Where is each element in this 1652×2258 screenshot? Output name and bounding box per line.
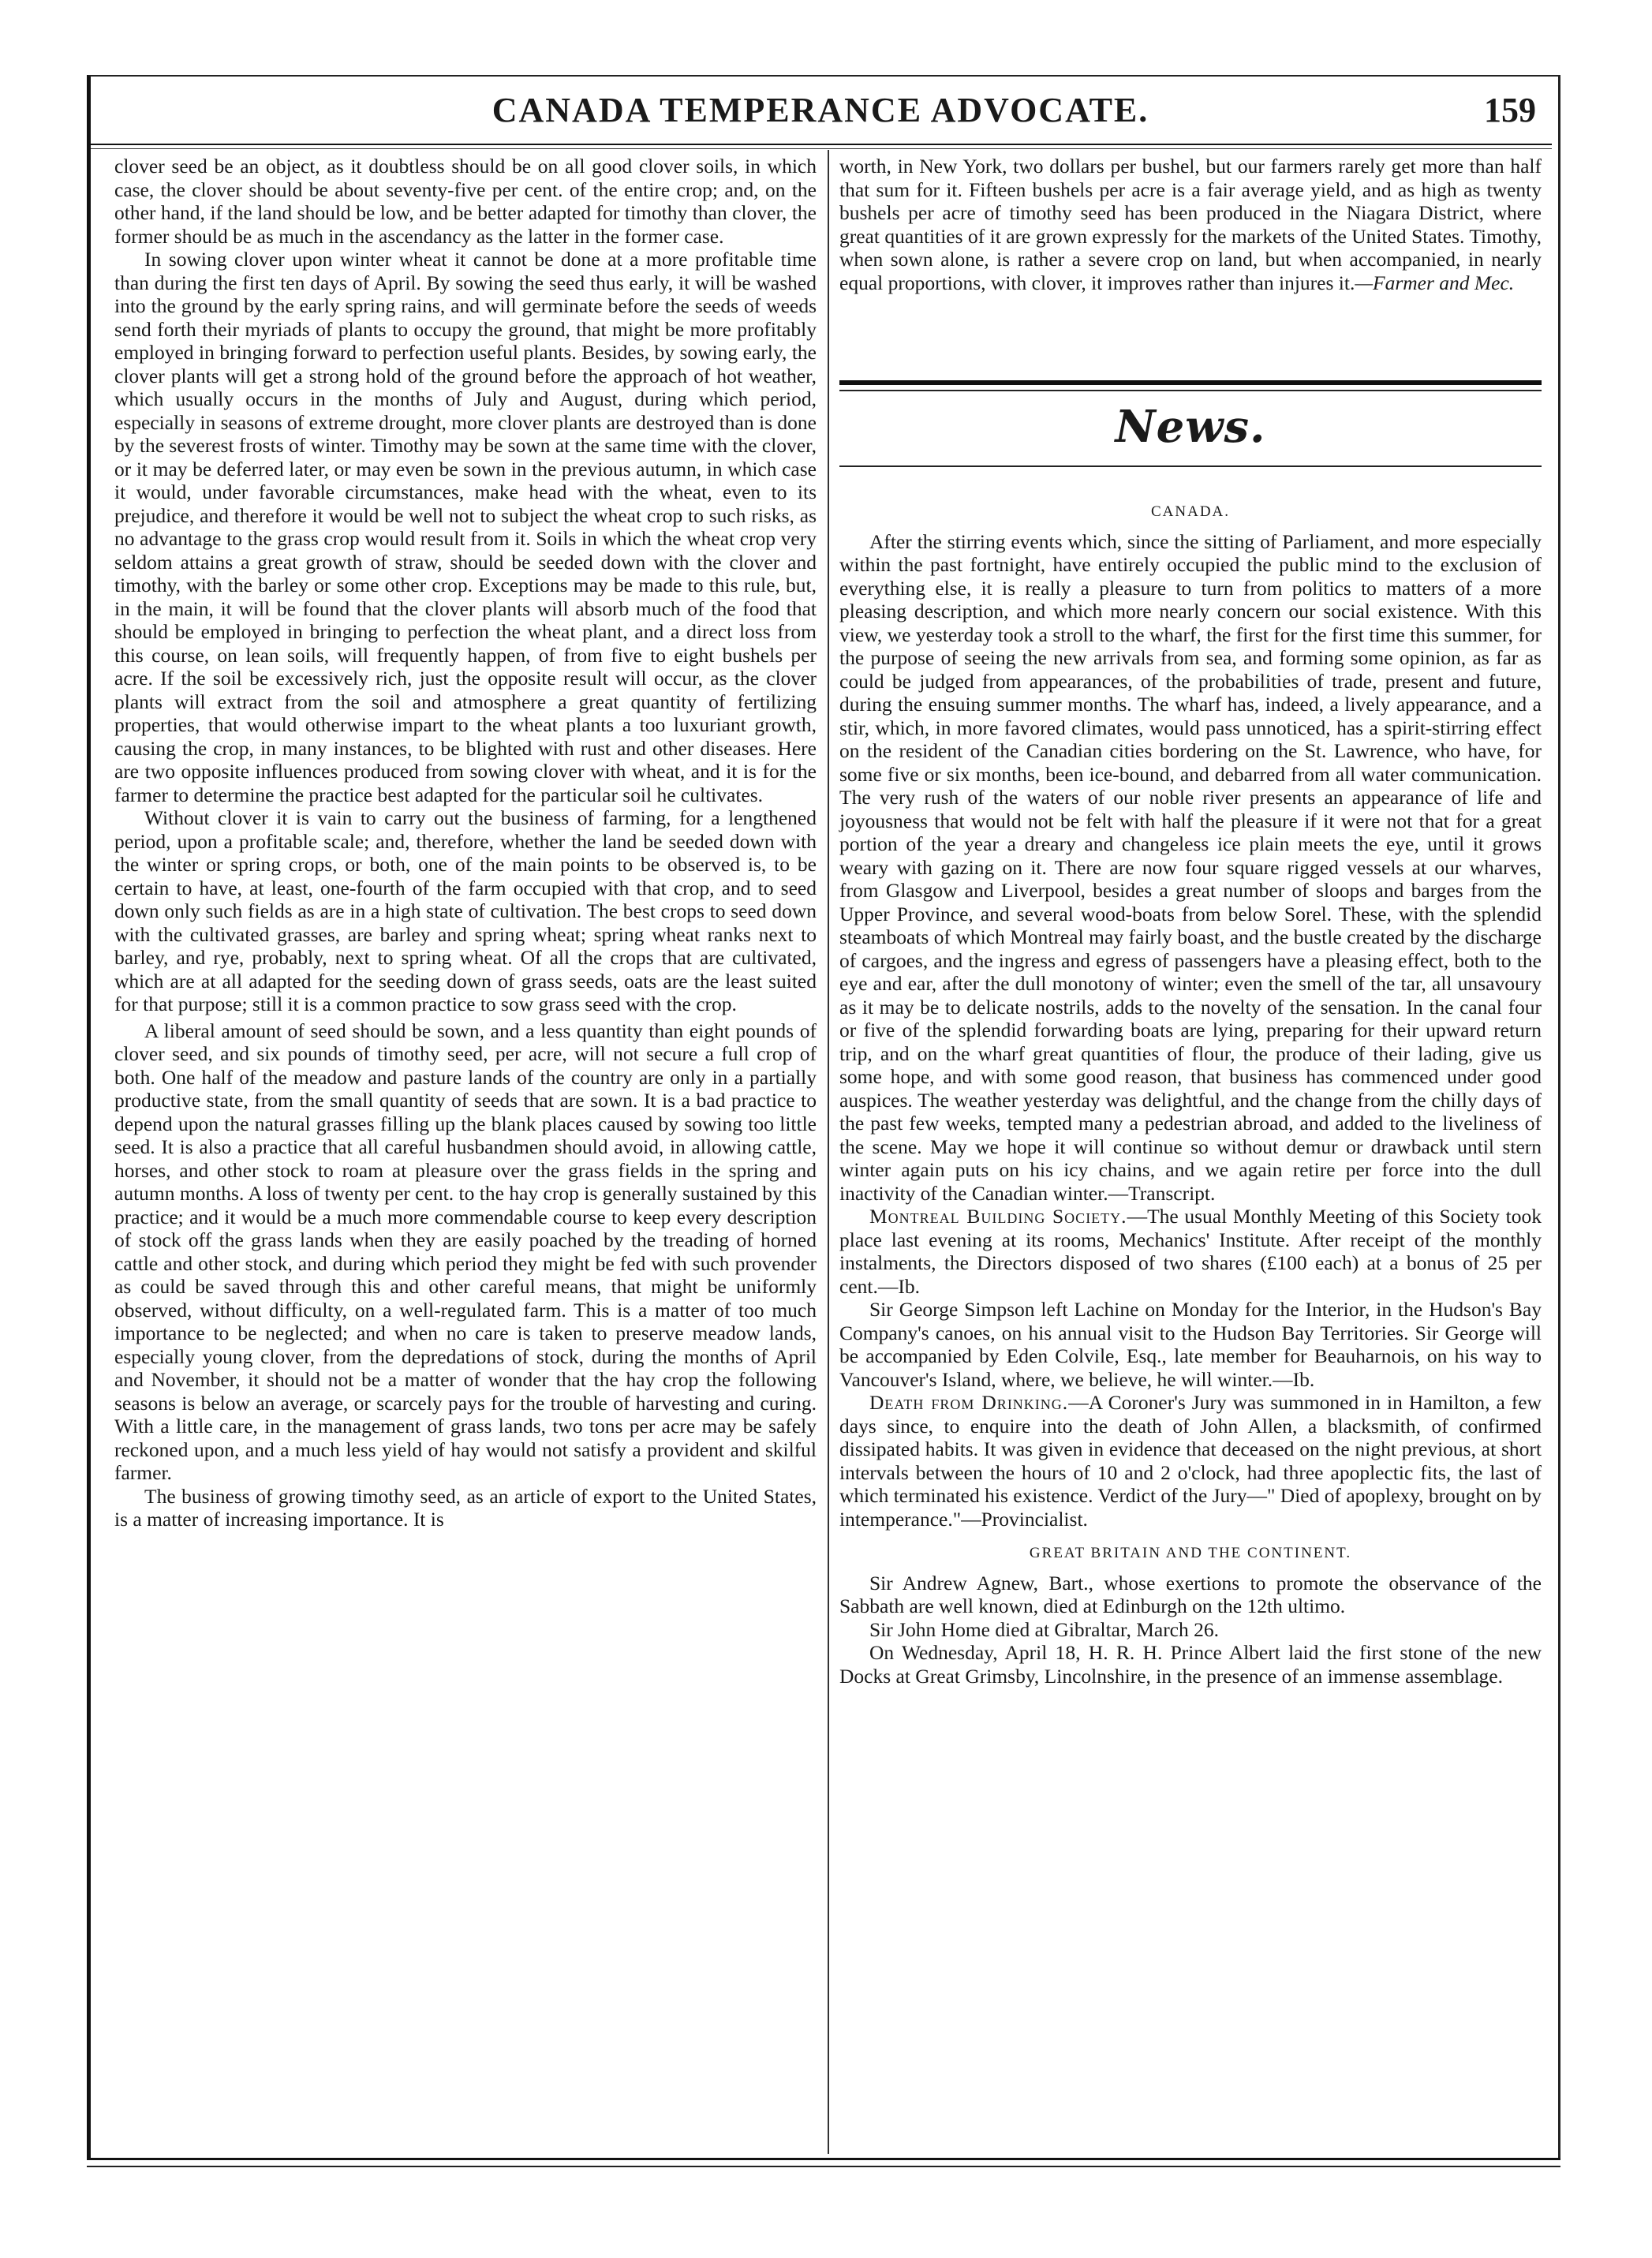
header-rule	[91, 144, 1552, 145]
paragraph: In sowing clover upon winter wheat it cannot be done at a more profitable time than during the first ten days of April. By sowing the seed thus early, it will be washed into the ground by the early spring rains, and will germinate before the seeds of weeds send forth their myriads of plants to occupy the ground, that might be more profitably employed in bringing forward to perfection useful plants. Besides, by sowing early, the clover plants will get a strong hold of the ground before the approach of hot weather, which usually occurs in the months of July and August, during which period, especially in seasons of extreme drought, more clover plants are destroyed than is done by the severest frosts of winter. Timothy may be sown at the same time with the clover, or it may be deferred later, or may even be sown in the previous autumn, in which case it would, under favorable circumstances, make head with the wheat, even to its prejudice, and therefore it would be well not to subject the wheat crop to such risks, as no advantage to the grass crop would result from it. Soils in which the wheat crop very seldom attains a great growth of straw, should be seeded down with the clover and timothy, with the barley or some other crop. Exceptions may be made to this rule, but, in the main, it will be found that the clover plants will absorb much of the food that should be employed in bringing to perfection the wheat plant, and a direct loss from this course, on lean soils, will frequently happen, of from five to eight bushels per acre. If the soil be excessively rich, just the opposite result will occur, as the clover plants will extract from the soil and atmosphere a great quantity of fertilizing properties, that would otherwise impart to the wheat plants a too luxuriant growth, causing the crop, in many instances, to be blighted with rust and other diseases. Here are two opposite influences produced from sowing clover with wheat, and it is for the farmer to determine the practice best adapted for the particular soil he cultivates.	[114, 248, 817, 806]
left-column	[114, 155, 817, 1531]
page-number: 159	[1484, 91, 1536, 129]
news-paragraph: After the stirring events which, since the sitting of Parliament, and more especially within the past fortnight, have entirely occupied the public mind to the exclusion of everything else, it is really a pleasure to turn from politics to matters of a more pleasing description, and which more nearly concern our social existence. With this view, we yesterday took a stroll to the wharf, the first for the first time this summer, for the purpose of seeing the new arrivals from sea, and forming some opinion, as far as could be judged from appearances, of the probabilities of trade, present and future, during the ensuing summer months. The wharf has, indeed, a lively appearance, and a stir, which, in more favored climates, would pass unnoticed, has a spirit-stirring effect on the resident of the Canadian cities bordering on the St. Lawrence, who have, for some five or six months, been ice-bound, and debarred from all water communication. The very rush of the waters of our noble river presents an appearance of life and joyousness that would not be felt with half the pleasure if it were not that for a great portion of the year a dreary and changeless ice plain meets the eye, until it grows weary with gazing on it. There are now four square rigged vessels at our wharves, from Glasgow and Liverpool, besides a great number of sloops and barges from the Upper Province, and several wood-boats from below Sorel. These, with the splendid steamboats of which Montreal may fairly boast, and the bustle created by the discharge of cargoes, and the ingress and egress of passengers have a pleasing effect, both to the eye and ear, after the dull monotony of winter; even the smell of the tar, all unsavoury as it may be to delicate nostrils, adds to the novelty of the sensation. In the canal four or five of the splendid forwarding boats are lying, preparing for their upward return trip, and on the wharf great quantities of flour, the produce of their lading, give us some hope, and with some good reason, that business has commenced under good auspices. The weather yesterday was delightful, and the change from the chilly days of the past few weeks, tempted many a pedestrian abroad, and added to the liveliness of the scene. May we hope it will continue so without demur or drawback until stern winter again puts on his icy chains, and we again retire per force into the dull inactivity of the Canadian winter.—Transcript.	[839, 529, 1542, 1205]
column-divider	[828, 150, 829, 2154]
section-rule-heavy	[839, 380, 1542, 385]
news-item	[839, 1205, 1542, 1298]
item-lead: Montreal Building Society.	[869, 1205, 1127, 1228]
paragraph: The business of growing timothy seed, as an article of export to the United States, is a matter of increasing importance. It is	[114, 1484, 817, 1531]
item-text: Sir George Simpson left Lachine on Monday for the Interior, in the Hudson's Bay Company's canoes, on his annual visit to the Hudson Bay Territories. Sir George will be accompanied by Eden Colvile, Esq., late member for Beauharnois, on his way to Vancouver's Island, where, we believe, he will winter.—Ib.	[839, 1298, 1542, 1391]
great-britain-heading: GREAT BRITAIN AND THE CONTINENT.	[1029, 1545, 1352, 1561]
news-item	[839, 1298, 1542, 1391]
page-bottom-rule	[87, 2158, 1560, 2167]
news-heading-rule	[839, 465, 1542, 467]
item-text: —The usual Monthly Meeting of this Society took place last evening at its rooms, Mechanics' Institute. After receipt of the monthly instalments, the Directors disposed of two shares (£100 each) at a bonus of 25 per cent.—Ib.	[839, 1205, 1542, 1298]
header-rule-thin	[91, 148, 1552, 149]
publication-title: CANADA TEMPERANCE ADVOCATE.	[491, 91, 1149, 129]
news-paragraph: Sir Andrew Agnew, Bart., whose exertions to promote the observance of the Sabbath are well known, died at Edinburgh on the 12th ultimo.	[839, 1571, 1542, 1617]
page-header	[91, 87, 1550, 142]
news-paragraph: Sir John Home died at Gibraltar, March 26.	[869, 1617, 1220, 1641]
paragraph: clover seed be an object, as it doubtless should be on all good clover soils, in which case, the clover should be about seventy-five per cent. of the entire crop; and, on the other hand, if the land should be low, and be better adapted for timothy than clover, the former should be as much in the ascendancy as the latter in the former case.	[114, 155, 817, 248]
right-column-continuation	[839, 155, 1542, 294]
canada-heading: CANADA.	[1150, 503, 1231, 520]
news-paragraph: On Wednesday, April 18, H. R. H. Prince Albert laid the first stone of the new Docks at Great Grimsby, Lincolnshire, in the presence of an immense assemblage.	[839, 1641, 1542, 1688]
paragraph: A liberal amount of seed should be sown, and a less quantity than eight pounds of clover seed, and six pounds of timothy seed, per acre, will not secure a full crop of both. One half of the meadow and pasture lands of the country are only in a partially productive state, from the small quantity of seeds that are sown. It is a bad practice to depend upon the natural grasses filling up the blank places caused by sowing too little seed. It is also a practice that all careful husbandmen should avoid, in allowing cattle, horses, and other stock to roam at pleasure over the grass fields in the spring and autumn months. A loss of twenty per cent. to the hay crop is generally sustained by this practice; and it would be a much more commendable course to keep every description of stock off the grass lands when they are easily poached by the treading of horned cattle and other stock, and during which period they might be fed with such provender as could be saved through this and other careful means, that might be uniformly observed, without difficulty, on a well-regulated farm. This is a matter of too much importance to be neglected; and when no care is taken to preserve meadow lands, especially young clover, from the depredations of stock, during the months of April and November, it should not be a matter of wonder that the hay crop the following seasons is below an average, or scarcely pays for the trouble of harvesting and curing. With a little care, in the management of grass lands, two tons per acre may be safely reckoned upon, and a much less yield of hay would not satisfy a provident and skilful farmer.	[114, 1019, 817, 1484]
news-item	[839, 1391, 1542, 1531]
section-rule-thin	[839, 390, 1542, 391]
paragraph-text: worth, in New York, two dollars per bushel, but our farmers rarely get more than half that sum for it. Fifteen bushels per acre is a fair average yield, and as high as twenty bushels per acre of timothy seed has been produced in the Niagara District, where great quantities of it are grown expressly for the markets of the United States. Timothy, when sown alone, is rather a severe crop on land, but when accompanied, in nearly equal proportions, with clover, it improves rather than injures it.	[839, 155, 1542, 294]
news-heading: News.	[1115, 401, 1266, 453]
item-lead: Death from Drinking.	[869, 1391, 1069, 1414]
item-text: —A Coroner's Jury was summoned in in Hamilton, a few days since, to enquire into the death of John Allen, a blacksmith, of confirmed dissipated habits. It was given in evidence that deceased on the night previous, at short intervals between the hours of 10 and 2 o'clock, had three apoplectic fits, the last of which terminated his existence. Verdict of the Jury—" Died of apoplexy, brought on by intemperance."—Provincialist.	[839, 1391, 1542, 1531]
source-credit: —Farmer and Mec.	[1355, 271, 1515, 294]
paragraph: Without clover it is vain to carry out the business of farming, for a lengthened period, upon a profitable scale; and, therefore, whether the land be seeded down with the winter or spring crops, or both, one of the main points to be observed is, to be certain to have, at least, one-fourth of the farm occupied with that crop, and to seed down only such fields as are in a high state of cultivation. The best crops to seed down with the cultivated grasses, are barley and spring wheat; spring wheat ranks next to barley, and rye, probably, next to spring wheat. Of all the crops that are cultivated, which are at all adapted for the seeding down of grass seeds, oats are the least suited for that purpose; still it is a common practice to sow grass seed with the crop.	[114, 806, 817, 1015]
news-section	[839, 489, 1542, 1688]
paragraph	[839, 155, 1542, 294]
